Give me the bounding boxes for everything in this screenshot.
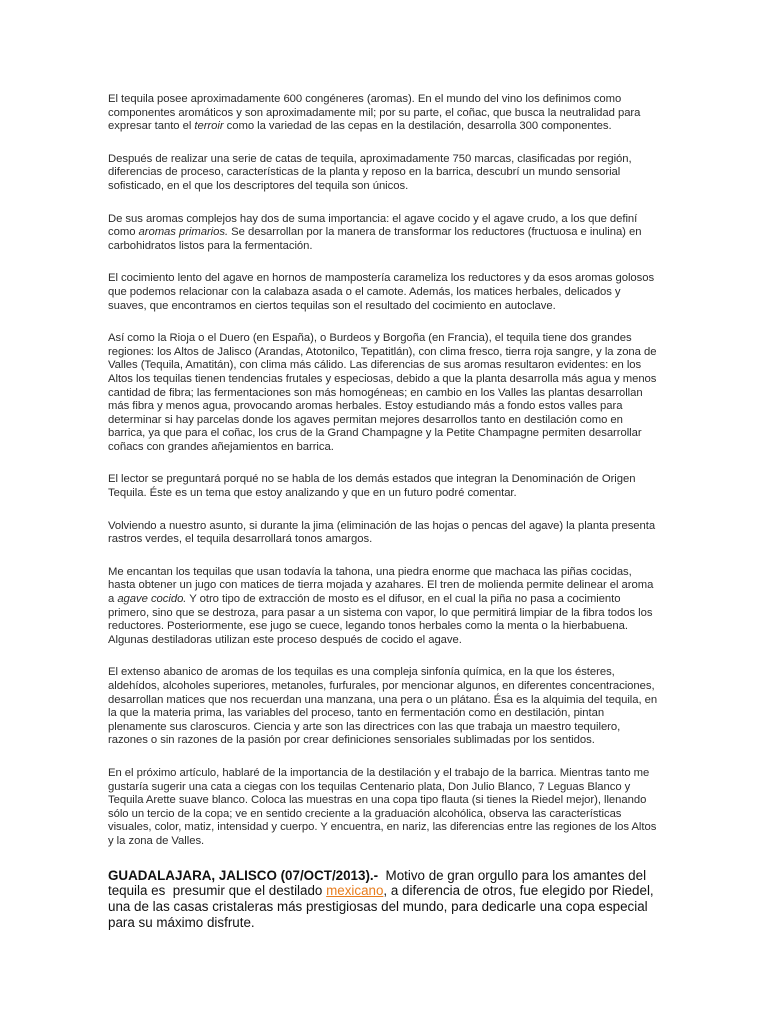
paragraph-denominacion: El lector se preguntará porqué no se habla de los demás estados que integran la Denominación de Origen Tequila. Éste es un tema que estoy analizando y que en un futuro podré comentar. bbox=[108, 473, 636, 500]
emphasis-aromas-primarios: aromas primarios. bbox=[138, 226, 229, 239]
paragraph-regiones: Así como la Rioja o el Duero (en España), o Burdeos y Borgoña (en Francia), el tequila tiene dos grandes regiones: los Altos de Jalisco (Arandas, Atotonilco, Tepatitlán), con clima fresco, tierra roja sangre, y la zona de Valles (Tequila, Amatitán), con clima más cálido. Las diferencias de sus aromas resultaron evidentes: en los Altos los tequilas tienen tendencias frutales y especiosas, debido a que la planta desarrolla más agua y menos cantidad de fibra; las fermentaciones son más homogéneas; en cambio en los Valles las plantas desarrollan más fibra y menos agua, provocando aromas herbales. Estoy estudiando más a fondo estos valles para determinar si hay parcelas donde los agaves permitan mejores desarrollos tanto en destilación como en barrica, ya que para el coñac, los crus de la Grand Champagne y la Petite Champagne permiten desarrollar coñacs con grandes añejamientos en barrica. bbox=[108, 332, 657, 453]
paragraph-aromas-primarios: De sus aromas complejos hay dos de suma importancia: el agave cocido y el agave crudo, a los que definí como aromas primarios. Se desarrollan por la manera de transformar los reductores (fructuosa e inulina) en carbohidratos listos para la fermentación. bbox=[108, 212, 642, 252]
dateline-location: GUADALAJARA, JALISCO (07/OCT/2013).- bbox=[108, 867, 379, 883]
paragraph-proximo-articulo: En el próximo artículo, hablaré de la importancia de la destilación y el trabajo de la barrica. Mientras tanto me gustaría sugerir una cata a ciegas con los tequilas Centenario plata, Don Julio Blanco, 7 Leguas Blanco y Tequila Arette suave blanco. Coloca las muestras en una copa tipo flauta (si tienes la Riedel mejor), llenando sólo un tercio de la copa; ve en sentido creciente a la graduación alcohólica, observa las características visuales, color, matiz, intensidad y cuerpo. Y encuentra, en nariz, las diferencias entre las regiones de los Altos y la zona de Valles. bbox=[108, 766, 657, 847]
paragraph-cocimiento: El cocimiento lento del agave en hornos de mampostería carameliza los reductores y da esos aromas golosos que podemos relacionar con la calabaza asada o el camote. Además, los matices herbales, delicados y suaves, que encontramos en ciertos tequilas son el resultado del cocimiento en autoclave. bbox=[108, 272, 655, 312]
emphasis-agave-cocido: agave cocido. bbox=[117, 593, 187, 606]
paragraph-sinfonia-quimica: El extenso abanico de aromas de los tequilas es una compleja sinfonía química, en la que los ésteres, aldehídos, alcoholes superiores, metanoles, furfurales, por mencionar algunos, en diferentes concentraciones, desarrollan matices que nos recuerdan una manzana, una pera o un plátano. Ésa es la alquimia del tequila, en la que la materia prima, las variables del proceso, tanto en fermentación como en destilación, pintan plenamente sus claroscuros. Ciencia y arte son las directrices con las que trabaja un maestro tequilero, razones o sin razones de la pasión por crear definiciones sensoriales sublimadas por los sentidos. bbox=[108, 666, 658, 747]
paragraph-catas: Después de realizar una serie de catas de tequila, aproximadamente 750 marcas, clasificadas por región, diferencias de proceso, características de la planta y reposo en la barrica, descubrí un mundo sensorial sofisticado, en el que los descriptores del tequila son únicos. bbox=[108, 152, 632, 192]
paragraph-tahona: Me encantan los tequilas que usan todavía la tahona, una piedra enorme que machaca las piñas cocidas, hasta obtener un jugo con matices de tierra mojada y azahares. El tren de molienda permite delinear el aroma a agave cocido. Y otro tipo de extracción de mosto es el difusor, en el cual la piña no pasa a cocimiento primero, sino que se destroza, para pasar a un sistema con vapor, lo que permitirá limpiar de la fibra todos los reductores. Posteriormente, ese jugo se cuece, legando tonos herbales como la menta o la hierbabuena. Algunas destiladoras utilizan este proceso después de cocido el agave. bbox=[108, 565, 654, 646]
paragraph-congeneres: El tequila posee aproximadamente 600 congéneres (aromas). En el mundo del vino los definimos como componentes aromáticos y son aproximadamente mil; por su parte, el coñac, que busca la neutralidad para expresar tanto el terroir como la variedad de las cepas en la destilación, desarrolla 300 componentes. bbox=[108, 93, 641, 133]
document-body bbox=[108, 93, 660, 931]
dateline-paragraph: GUADALAJARA, JALISCO (07/OCT/2013).- Motivo de gran orgullo para los amantes del tequila es presumir que el destilado mexicano, a diferencia de otros, fue elegido por Riedel, una de las casas cristaleras más prestigiosas del mundo, para dedicarle una copa especial para su máximo disfrute. bbox=[108, 867, 654, 930]
paragraph-jima: Volviendo a nuestro asunto, si durante la jima (eliminación de las hojas o pencas del agave) la planta presenta rastros verdes, el tequila desarrollará tonos amargos. bbox=[108, 519, 656, 546]
mexicano-link[interactable]: mexicano bbox=[326, 883, 384, 899]
emphasis-terroir: terroir bbox=[194, 120, 224, 133]
